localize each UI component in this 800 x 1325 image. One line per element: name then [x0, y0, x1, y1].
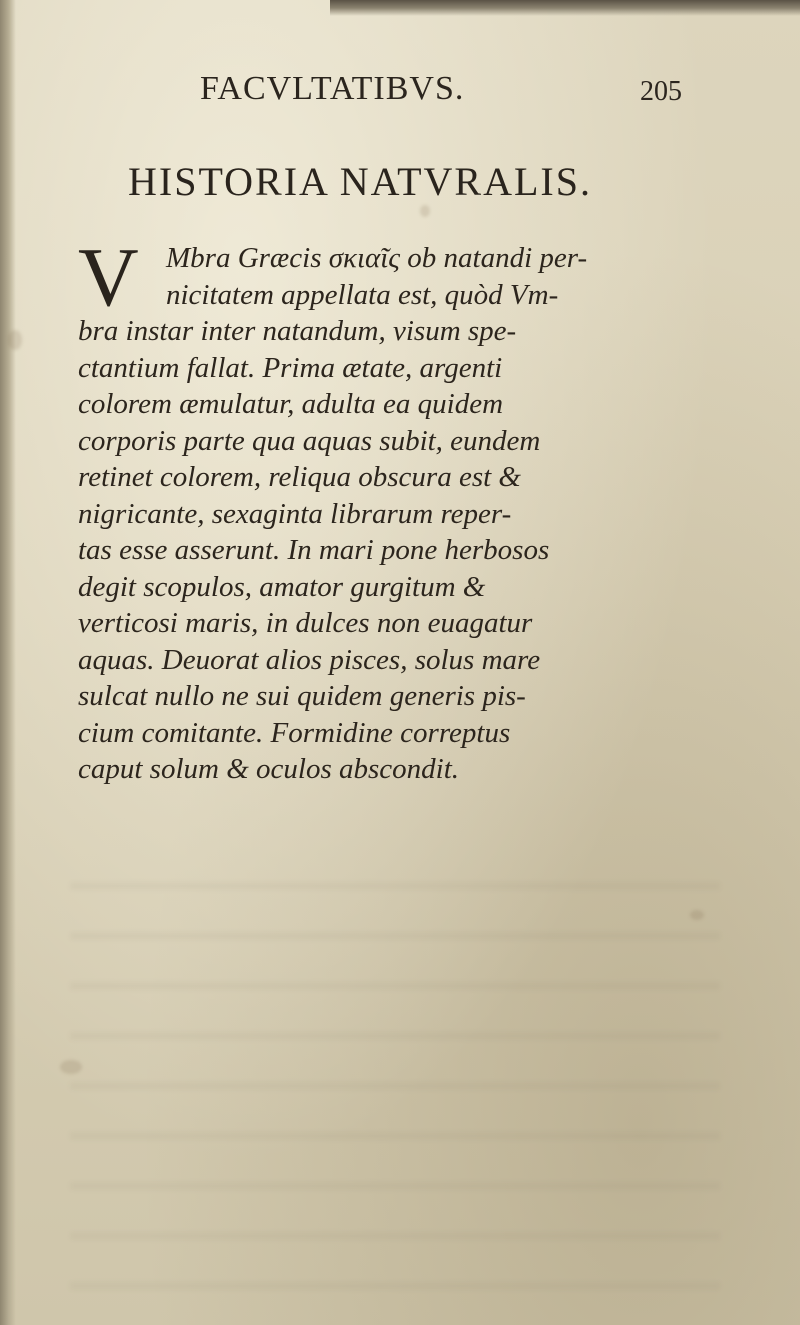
text-line: Mbra Græcis σκιαῖς ob natandi per-: [166, 242, 588, 274]
page-top-shadow: [330, 0, 800, 16]
text-line: degit scopulos, amator gurgitum &: [78, 570, 486, 603]
text-line: tas esse asserunt. In mari pone herbosos: [78, 534, 550, 566]
text-line: ctantium fallat. Prima ætate, argenti: [78, 351, 503, 384]
running-head: FACVLTATIBVS.: [200, 70, 465, 107]
text-line: nicitatem appellata est, quòd Vm-: [166, 278, 559, 311]
text-line: verticosi maris, in dulces non euagatur: [78, 607, 533, 639]
paper-stain: [60, 1060, 82, 1074]
section-title: HISTORIA NATVRALIS.: [128, 159, 592, 204]
text-line: aquas. Deuorat alios pisces, solus mare: [78, 643, 541, 676]
paper-stain: [690, 910, 704, 920]
drop-cap: V: [78, 231, 139, 324]
text-line: sulcat nullo ne sui quidem generis pis-: [78, 680, 526, 712]
ink-bleed-through: [70, 870, 720, 1290]
paper-stain: [420, 205, 430, 217]
text-line: cium comitante. Formidine correptus: [78, 716, 511, 749]
text-line: corporis parte qua aquas subit, eundem: [78, 424, 541, 457]
binding-shadow: [0, 0, 16, 1325]
text-line: nigricante, sexaginta librarum reper-: [78, 497, 512, 530]
text-line: colorem æmulatur, adulta ea quidem: [78, 388, 504, 420]
page-header: [0, 70, 800, 118]
paper-stain: [8, 330, 22, 350]
text-line: caput solum & oculos abscondit.: [78, 753, 460, 785]
body-text: [78, 231, 718, 788]
text-line: retinet colorem, reliqua obscura est &: [78, 461, 521, 493]
text-line: bra instar inter natandum, visum spe-: [78, 315, 517, 347]
page-number: 205: [640, 76, 682, 107]
